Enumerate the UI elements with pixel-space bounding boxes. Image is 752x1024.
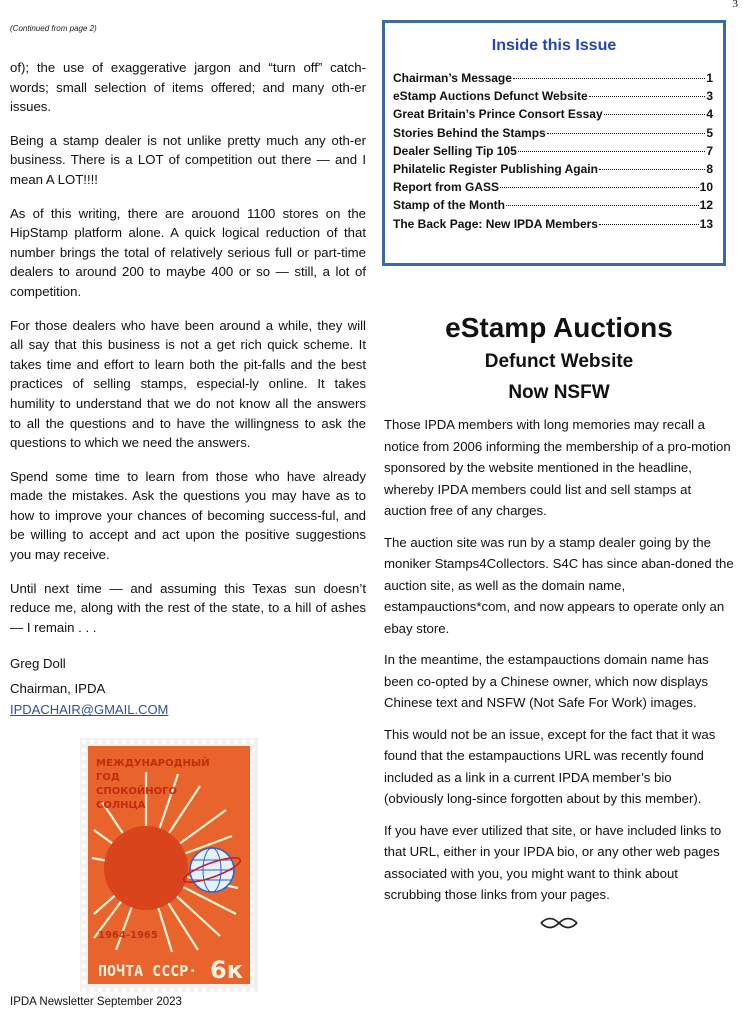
left-paragraph-5: Spend some time to learn from those who have already made the mistakes. Ask the questions you may have as to how to improve your chances of becoming success-ful, and be willing to accept and act upon the positive suggestions you may receive. (10, 468, 366, 563)
toc-leader (506, 205, 699, 206)
toc-title: Inside this Issue (491, 37, 617, 54)
toc-item-title: eStamp Auctions Defunct Website (393, 89, 588, 104)
toc-item[interactable] (393, 196, 713, 214)
left-paragraph-4: For those dealers who have been around a while, they will all say that this business is not a get rich quick scheme. It takes time and effort to learn both the pit-falls and the best practices of selling stamps, especial-ly online. It takes humility to understand that we do not know all the answers to all the questions and to have the willingness to ask the questions to which we need the answers. (10, 317, 366, 451)
stamp-value: 6к (210, 956, 243, 984)
continued-note: (Continued from page 2) (10, 24, 97, 33)
stamp-text-line2: ГОД (96, 772, 120, 783)
toc-item[interactable] (393, 87, 713, 105)
toc-leader (599, 169, 705, 170)
left-paragraph-3: As of this writing, there are arouond 1100 stores on the HipStamp platform alone. A quick logical reduction of that number brings the total of relatively serious full or part-time dealers to around 200 to maybe 400 or so — still, a lot of competition. (10, 205, 366, 299)
toc-item-title: Stories Behind the Stamps (393, 125, 546, 140)
toc-item-title: Report from GASS (393, 180, 500, 195)
toc-item-page: 10 (699, 180, 713, 195)
toc-item-title: The Back Page: New IPDA Members (393, 216, 598, 231)
article-paragraph-2: The auction site was run by a stamp dealer going by the moniker Stamps4Collectors. S4C has since aban-doned the auction site, as well as the domain name, estampauctions*com, and now appears to operate only an ebay store. (384, 534, 734, 636)
estamp-article (384, 310, 734, 934)
toc-leader (500, 187, 699, 188)
stamp-text-line4: СОЛНЦА (96, 800, 146, 811)
ussr-quiet-sun-stamp (80, 738, 258, 992)
toc-item-title: Stamp of the Month (393, 198, 505, 213)
article-paragraph-1: Those IPDA members with long memories may recall a notice from 2006 informing the membership of a pro-motion sponsored by the website mentioned in the headline, whereby IPDA members could list and sell stamps at auction free of any charges. (384, 417, 731, 518)
toc-item-page: 8 (706, 162, 713, 177)
article-headline: eStamp Auctions (445, 312, 673, 343)
toc-item[interactable] (393, 124, 713, 142)
toc-leader (513, 78, 705, 79)
toc-item[interactable] (393, 178, 713, 196)
toc-leader (599, 224, 699, 225)
toc-item[interactable] (393, 69, 713, 87)
article-paragraph-5: If you have ever utilized that site, or have included links to that URL, either in your IPDA bio, or any other web pages associated with you, you might want to think about scrubbing those links from your pages. (384, 822, 722, 902)
ornament-divider-icon (384, 916, 734, 934)
toc-item-page: 1 (706, 71, 713, 85)
toc-item[interactable] (393, 215, 713, 233)
toc-item-page: 3 (706, 89, 713, 104)
toc-item-title: Philatelic Register Publishing Again (393, 162, 598, 177)
toc-item[interactable] (393, 160, 713, 178)
chairman-email-link[interactable]: IPDACHAIR@GMAIL.COM (10, 702, 169, 718)
toc-item-page: 7 (706, 143, 713, 158)
stamp-years: 1964-1965 (98, 930, 158, 941)
toc-leader (547, 133, 706, 134)
toc-item-page: 5 (706, 125, 713, 140)
toc-item[interactable] (393, 142, 713, 160)
toc-list (393, 69, 713, 233)
left-paragraph-2: Being a stamp dealer is not unlike pretty much any oth-er business. There is a LOT of competition out there — and I mean A LOT!!!! (10, 132, 366, 187)
signature-title: Chairman, IPDA (10, 681, 106, 697)
toc-leader (604, 114, 706, 115)
newsletter-footer: IPDA Newsletter September 2023 (10, 996, 182, 1008)
stamp-text-line3: СПОКОЙНОГО (96, 786, 177, 797)
toc-item-title: Dealer Selling Tip 105 (393, 143, 517, 158)
article-paragraph-4: This would not be an issue, except for the fact that it was found that the estampauctions URL was recently found included as a link in a current IPDA member’s bio (obviously long-since forgotten about by this member). (384, 726, 716, 806)
toc-item-page: 13 (699, 216, 713, 231)
chairman-message-continued (10, 24, 366, 719)
article-subhead-1: Defunct Website (484, 351, 634, 372)
left-paragraph-6: Until next time — and assuming this Texas sun doesn’t reduce me, along with the rest of the state, to a hill of ashes — I remain . . . (10, 580, 366, 635)
toc-item-title: Great Britain’s Prince Consort Essay (393, 107, 603, 122)
toc-item-page: 4 (706, 107, 713, 122)
stamp-text-line1: МЕЖДУНАРОДНЫЙ (96, 758, 210, 769)
inside-this-issue-box (382, 20, 726, 266)
article-paragraph-3: In the meantime, the estampauctions domain name has been co-opted by a Chinese owner, which now displays Chinese text and NSFW (Not Safe For Work) images. (384, 652, 709, 710)
page-number: 3 (732, 0, 738, 10)
toc-item[interactable] (393, 105, 713, 123)
signature-name: Greg Doll (10, 656, 66, 672)
toc-item-title: Chairman’s Message (393, 71, 512, 85)
stamp-country: ПОЧТА СССР· (98, 962, 198, 980)
left-paragraph-1: of); the use of exaggerative jargon and “turn off” catch-words; small selection of items offered; and many oth-er issues. (10, 60, 366, 115)
article-subhead-2: Now NSFW (508, 382, 610, 403)
toc-leader (518, 151, 705, 152)
toc-leader (589, 96, 706, 97)
toc-item-page: 12 (699, 198, 713, 213)
